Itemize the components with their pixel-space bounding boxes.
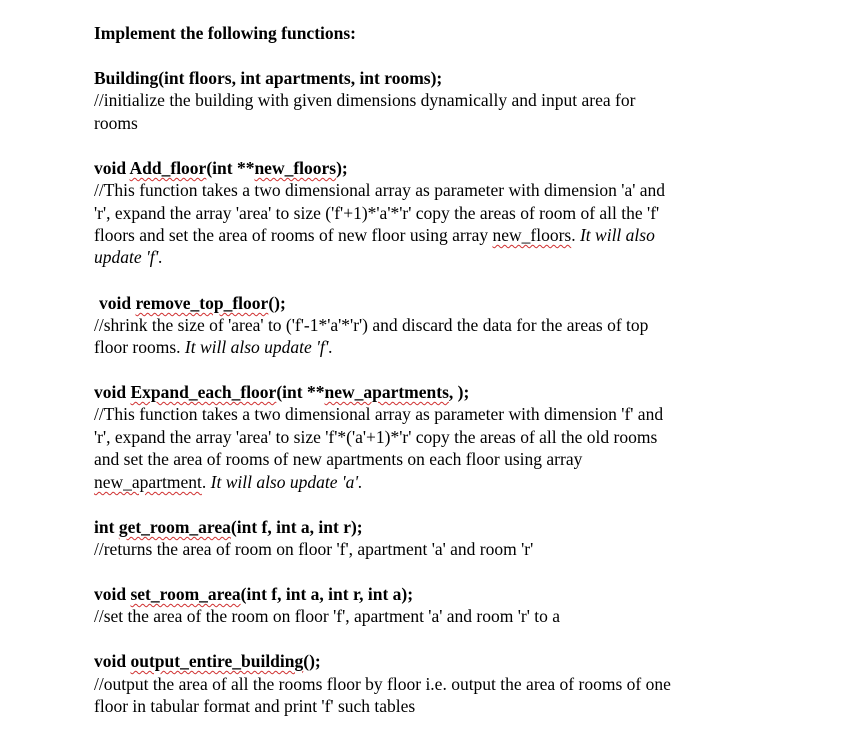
description-line: 'r', expand the array 'area' to size 'f'*('a'+1)*'r' copy the areas of all the old rooms (94, 427, 658, 447)
description-line: //output the area of all the rooms floor by floor i.e. output the area of rooms of one (94, 674, 671, 694)
description-text: floor rooms. (94, 337, 185, 357)
italic-note: It will also (579, 225, 655, 245)
spellcheck-word: Expand_each_floor (130, 382, 277, 402)
signature-part: void (94, 584, 131, 604)
function-signature-get-room-area (94, 516, 363, 538)
spellcheck-word: Add_floor (129, 158, 207, 178)
description-line: //This function takes a two dimensional array as parameter with dimension 'a' and (94, 180, 666, 200)
spellcheck-word: set_room_area (130, 584, 241, 604)
description-line: and set the area of rooms of new apartments on each floor using array (94, 449, 583, 469)
signature-part: (); (303, 651, 321, 671)
signature-text: Building(int floors, int apartments, int rooms); (94, 68, 443, 88)
description-line: //shrink the size of 'area' to ('f'-1*'a'*'r') and discard the data for the areas of top (94, 315, 649, 335)
description-line (94, 471, 363, 493)
description-line: //This function takes a two dimensional array as parameter with dimension 'f' and (94, 404, 664, 424)
description-line: //returns the area of room on floor 'f', apartment 'a' and room 'r' (94, 539, 534, 559)
signature-part: , ); (448, 382, 470, 402)
italic-note: update 'f'. (94, 247, 163, 267)
function-signature-remove-top-floor (99, 292, 286, 314)
function-signature-add-floor (94, 157, 348, 179)
italic-note: It will also update 'f'. (184, 337, 333, 357)
signature-part: ); (336, 158, 348, 178)
description-line: //set the area of the room on floor 'f', apartment 'a' and room 'r' to a (94, 606, 560, 626)
signature-part: (int ** (276, 382, 325, 402)
description-line (94, 336, 333, 358)
description-text: . (571, 225, 580, 245)
spellcheck-word: output_entire_building (130, 651, 304, 671)
description-line (94, 224, 655, 246)
signature-part: void (99, 293, 136, 313)
spellcheck-word: get_room_area (118, 517, 231, 537)
italic-note: It will also update 'a'. (210, 472, 363, 492)
signature-part: int (94, 517, 119, 537)
signature-part: void (94, 382, 131, 402)
description-line: 'r', expand the array 'area' to size ('f'+1)*'a'*'r' copy the areas of room of all the 'f' (94, 203, 660, 223)
description-text: . (201, 472, 211, 492)
function-signature-expand-each-floor (94, 381, 469, 403)
signature-part: (int ** (206, 158, 255, 178)
spellcheck-word: new_floors (254, 158, 337, 178)
spellcheck-word: remove_top_floor (135, 293, 269, 313)
function-signature-set-room-area (94, 583, 413, 605)
spellcheck-word: new_floors (492, 225, 572, 245)
signature-part: (int f, int a, int r, int a); (240, 584, 414, 604)
signature-part: (); (268, 293, 286, 313)
signature-part: (int f, int a, int r); (230, 517, 363, 537)
spellcheck-word: new_apartment (94, 472, 202, 492)
function-signature-building (94, 67, 442, 89)
description-line: floor in tabular format and print 'f' such tables (94, 696, 416, 716)
description-text: floors and set the area of rooms of new floor using array (94, 225, 493, 245)
signature-part: void (94, 651, 131, 671)
function-signature-output-entire-building (94, 650, 321, 672)
section-heading: Implement the following functions: (94, 23, 357, 43)
spellcheck-word: new_apartments (324, 382, 449, 402)
signature-part: void (94, 158, 130, 178)
description-line: //initialize the building with given dimensions dynamically and input area for (94, 90, 636, 110)
description-line: rooms (94, 113, 138, 133)
